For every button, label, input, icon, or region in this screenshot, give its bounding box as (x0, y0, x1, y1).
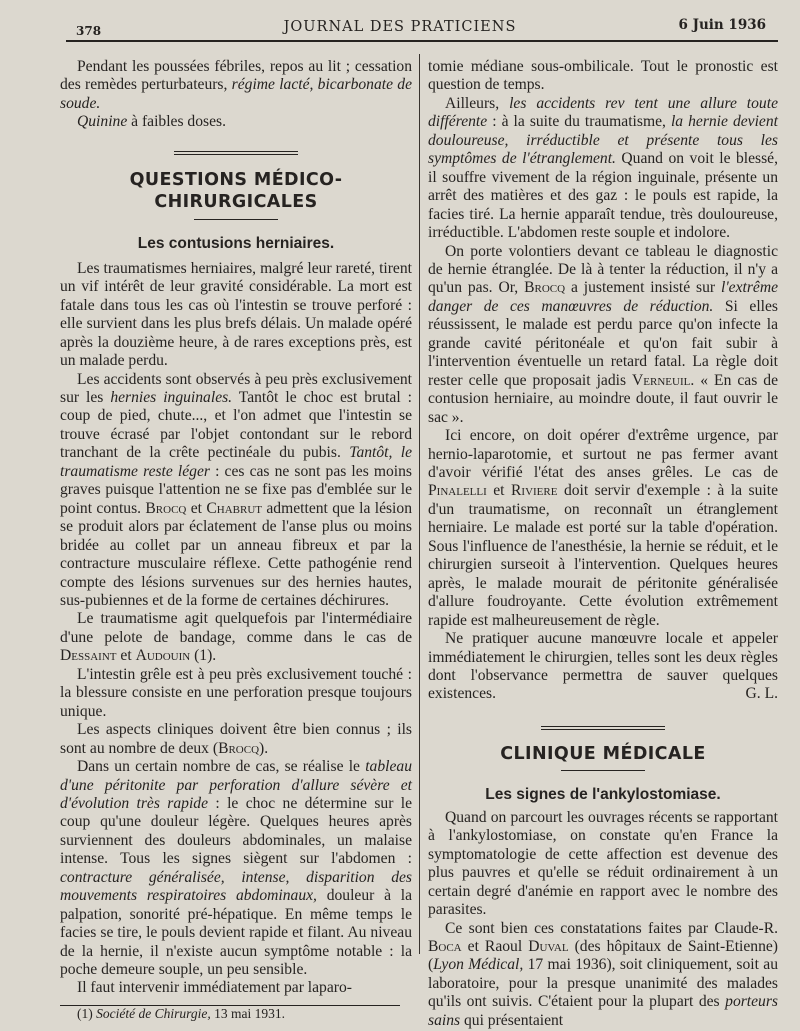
text-run: à faibles doses. (127, 113, 226, 131)
body-paragraph (60, 610, 412, 665)
text-run: Les accidents sont observés à peu près exclusivement sur les (60, 370, 412, 406)
text-run-italic: Quinine (77, 113, 128, 131)
body-paragraph (428, 95, 778, 243)
column-divider (419, 54, 420, 954)
intro-paragraph (60, 113, 412, 131)
author-name: Verneuil. (632, 371, 695, 389)
body-paragraph (60, 371, 412, 611)
right-column (428, 58, 778, 1030)
text-run: On porte volontiers devant ce tableau le diagnostic de hernie étranglée. De là à tenter la réduction, il n'y a qu'un pas. Or, (428, 242, 778, 297)
author-name: Dessaint (60, 647, 117, 665)
text-run: et (186, 499, 207, 517)
text-run: : ces cas ne sont pas les moins graves puisque l'attention ne se fixe pas d'emblée sur le point contus. (60, 462, 412, 517)
text-run-italic: porteurs sains (428, 993, 778, 1029)
body-paragraph (60, 758, 412, 979)
running-head (0, 14, 800, 40)
text-run: Si elles réussissent, le malade est perdu parce qu'on infecte la grande cavité péritonéale et qu'on fait subir à l'intervention éventuelle un retard fatal. La règle doit rester celle que proposait jadis (428, 297, 778, 389)
text-run-italic: tableau d'une péritonite par perforation d'allure sévère et d'évolution très rapide (60, 758, 412, 812)
text-run-italic: régime lacté, bicarbonate de soude. (60, 76, 412, 112)
text-run: « En cas de contusion herniaire, au moindre doute, il faut ouvrir le sac ». (428, 371, 778, 426)
section-heading: CLINIQUE MÉDICALE (500, 743, 706, 764)
text-run: Ici encore, on doit opérer d'extrême urgence, par hernio-laparotomie, et surtout ne pas fermer avant d'avoir vérifié l'état des anses grêles. Le cas de (428, 427, 778, 481)
text-run: Dans un certain nombre de cas, se réalise le (77, 758, 366, 776)
body-paragraph: Quand on parcourt les ouvrages récents se rapportant à l'ankylostomiase, on constate qu'en France la symptomatologie de cette affection est devenue des plus pauvres et qu'elle se réduit ordinairement à un certain degré d'anémie en rapport avec le nombre des parasites. (428, 808, 778, 919)
body-paragraph: L'intestin grêle est à peu près exclusivement touché : la blessure consiste en une perforation presque toujours unique. (60, 665, 412, 720)
heading-rule (561, 770, 645, 771)
text-run: ). (259, 739, 269, 757)
body-paragraph (428, 630, 778, 704)
author-name: Brocq (145, 499, 187, 517)
text-run: 17 mai 1936), soit cliniquement, soit au laboratoire, pour la presque unanimité des malades qu'ils ont suivis. C'étaient pour la plupart des (428, 956, 778, 1011)
article-title: Les signes de l'ankylostomiase. (485, 785, 721, 803)
text-run: : le choc ne détermine sur le coup qu'une douleur légère. Quelques heures après surviennent des douleurs abdominales, un malaise intense. Tous les signes siègent sur l'abdomen : (60, 794, 413, 868)
text-run-italic: hernies inguinales. (110, 388, 233, 406)
body-paragraph: Il faut intervenir immédiatement par laparo- (77, 979, 352, 997)
text-run: Le traumatisme agit quelquefois par l'intermédiaire d'une pelote de bandage, comme dans le cas de (60, 610, 412, 646)
page-number: 378 (76, 24, 102, 38)
left-column (60, 58, 412, 1022)
text-run: doit servir d'exemple : à la suite d'un traumatisme, on reconnaît un étranglement herniaire. Le malade est porté sur la table d'opération. Sous l'influence de l'anesthésie, la hernie se réduit, et le chirurgien surseoit à l'intervention. Quelques heures après, le malade mourait de péritonite généralisée d'allure foudroyante. Cette évolution extrêmement rapide est malheureusement de règle. (428, 482, 778, 629)
text-run-italic: Société de Chirurgie, (96, 1005, 211, 1021)
journal-title: JOURNAL DES PRATICIENS (283, 19, 517, 35)
section-divider (541, 726, 665, 730)
text-run: admettent que la lésion se produit alors par éclatement de l'anse plus ou moins bridée au collet par un anneau fibreux et par la contracture musculaire réflexe. Cette pathogénie rend compte des lésions survenues sur des hernies hautes, sus-pubiennes et de la forme de certaines déchirures. (60, 499, 412, 609)
text-run: Pendant les poussées fébriles, repos au lit ; cessation des remèdes perturbateurs, (60, 58, 412, 94)
section-heading: QUESTIONS MÉDICO-CHIRURGICALES (129, 169, 343, 212)
section-block (60, 151, 412, 254)
body-paragraph: Les traumatismes herniaires, malgré leur rareté, tirent un vif intérêt de leur gravité considérable. La mort est fatale dans tous les cas où l'intestin se trouve perforé : elle survient dans les plus brefs délais. Un malade opéré après la douzième heure, à de rares exceptions près, est un malade perdu. (60, 259, 412, 370)
intro-paragraph (60, 58, 412, 113)
text-run-italic: Lyon Médical, (433, 956, 524, 974)
heading-rule (194, 219, 278, 220)
footnote-marker: (1) (77, 1005, 97, 1021)
text-run: (1). (190, 647, 217, 665)
body-paragraph (428, 427, 778, 630)
article-title: Les contusions herniaires. (137, 234, 335, 252)
author-name: Pinalelli (428, 482, 487, 500)
text-run: Tantôt le choc est brutal : coup de pied, chute..., et l'on admet que l'intestin se trouve écrasé par l'objet contondant sur le rebord tranchant de la crête pectinéale du pubis. (60, 388, 412, 462)
body-paragraph (428, 920, 778, 1031)
text-run: qui présentaient (460, 1011, 564, 1029)
author-name: Audouin (135, 647, 191, 665)
text-run-italic: contracture généralisée, intense, disparition des mouvements respiratoires abdominaux, (60, 868, 412, 905)
footnote (60, 1006, 412, 1022)
section-block (428, 726, 778, 805)
text-run: : à la suite du traumatisme, (487, 113, 671, 131)
text-run-italic: la hernie devient douloureuse, irréductible et présente tous les symptômes de l'étranglement. (428, 113, 778, 168)
text-run: 13 mai 1931. (210, 1005, 285, 1021)
text-run: Ce sont bien ces constatations faites par Claude-R. (445, 919, 778, 937)
author-name: Brocq (524, 279, 566, 297)
author-name: Chabrut (206, 499, 263, 517)
text-run-italic: l'extrême danger de ces manœuvres de réduction. (428, 279, 778, 315)
author-name: Boca (428, 938, 462, 956)
author-signature: G. L. (745, 685, 778, 703)
body-paragraph (428, 243, 778, 428)
text-run: douleur à la palpation, sonorité pré-hépatique. En même temps le facies se tire, le pouls devient rapide et filant. Au niveau de la hernie, il n'existe aucun symptôme notable : la poche demeure souple, un peu sensible. (60, 887, 412, 979)
section-divider (174, 151, 298, 155)
text-run: et (486, 482, 511, 500)
text-run: et Raoul (461, 938, 529, 956)
author-name: Duval (528, 938, 569, 956)
body-paragraph: tomie médiane sous-ombilicale. Tout le pronostic est question de temps. (428, 58, 778, 94)
text-run: Les aspects cliniques doivent être bien connus ; ils sont au nombre de deux ( (60, 721, 412, 757)
issue-date: 6 Juin 1936 (678, 17, 766, 33)
text-run: (des hôpitaux de Saint-Etienne) ( (428, 938, 778, 974)
author-name: Brocq (218, 739, 260, 757)
text-run-italic: les accidents rev tent une allure toute différente (428, 94, 778, 131)
body-paragraph (60, 721, 412, 758)
text-run: a justement insisté sur (565, 279, 721, 297)
text-run-italic: Tantôt, le traumatisme reste léger (60, 444, 412, 480)
author-name: Riviere (511, 482, 558, 500)
header-rule (66, 40, 778, 42)
text-run: Ne pratiquer aucune manœuvre locale et appeler immédiatement le chirurgien, telles sont les deux règles dont l'observance permettra de sauver quelques existences. (428, 630, 778, 703)
text-run: Ailleurs, (445, 94, 510, 112)
text-run: Quand on voit le blessé, il souffre vivement de la région inguinale, présente un arrêt des matières et des gaz : le pouls est rapide, la facies tiré. La hernie apparaît tendue, très douloureuse, irréductible. L'abdomen reste souple et indolore. (428, 150, 778, 242)
text-run: et (116, 647, 136, 665)
